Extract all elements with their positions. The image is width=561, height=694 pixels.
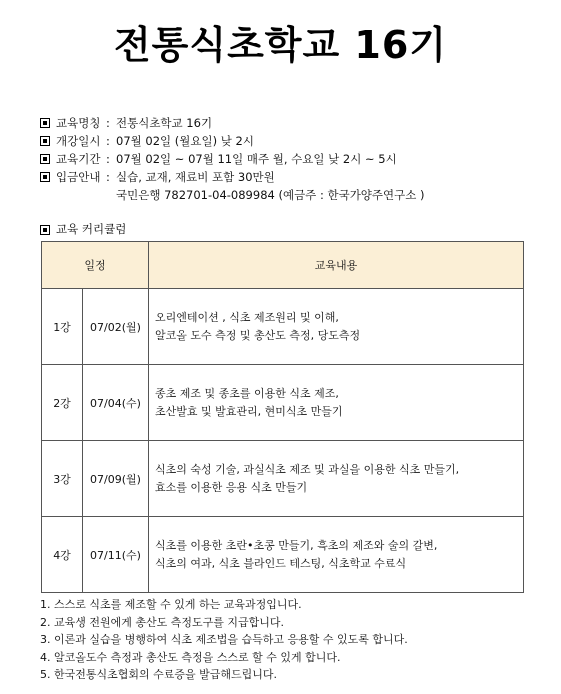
lesson-date: 07/04(수) <box>83 365 149 441</box>
lesson-content-line: 효소를 이용한 응용 식초 만들기 <box>155 480 308 494</box>
info-colon: : <box>106 134 110 148</box>
lesson-number: 2강 <box>42 365 83 441</box>
info-value: 실습, 교재, 재료비 포함 30만원 <box>116 170 275 184</box>
lesson-content-line: 알코올 도수 측정 및 총산도 측정, 당도측정 <box>155 328 361 342</box>
info-value: 07월 02일 ~ 07월 11일 매주 월, 수요일 낮 2시 ~ 5시 <box>116 152 397 166</box>
curriculum-heading <box>40 221 126 237</box>
lesson-content <box>149 289 524 365</box>
lesson-content-line: 종초 제조 및 종초를 이용한 식초 제조, <box>155 386 339 400</box>
info-section <box>40 114 425 204</box>
lesson-content-line: 초산발효 및 발효관리, 현미식초 만들기 <box>155 404 343 418</box>
lesson-number: 1강 <box>42 289 83 365</box>
info-value: 전통식초학교 16기 <box>116 116 213 130</box>
lesson-content <box>149 365 524 441</box>
info-label: 입금안내 <box>56 170 101 184</box>
square-bullet-icon <box>40 154 50 164</box>
lesson-content-line: 식초의 숙성 기술, 과실식초 제조 및 과실을 이용한 식초 만들기, <box>155 462 460 476</box>
info-row-course-name <box>40 114 425 132</box>
square-bullet-icon <box>40 118 50 128</box>
page-title: 전통식초학교 16기 <box>113 23 448 67</box>
note-item: 1. 스스로 식초를 제조할 수 있게 하는 교육과정입니다. <box>40 598 302 611</box>
info-label: 교육기간 <box>56 152 101 166</box>
square-bullet-icon <box>40 225 50 235</box>
note-item: 2. 교육생 전원에게 총산도 측정도구를 지급합니다. <box>40 615 284 629</box>
note-item: 4. 알코올도수 측정과 총산도 측정을 스스로 할 수 있게 합니다. <box>40 650 341 664</box>
header-schedule: 일정 <box>42 242 149 289</box>
lesson-content-line: 식초의 여과, 식초 블라인드 테스팅, 식초학교 수료식 <box>155 556 407 570</box>
table-header-row <box>42 242 524 289</box>
curriculum-table <box>41 241 524 593</box>
lesson-content-line: 오리엔테이션 , 식초 제조원리 및 이해, <box>155 310 339 324</box>
info-label: 교육명칭 <box>56 116 101 130</box>
note-item: 3. 이론과 실습을 병행하여 식초 제조법을 습득하고 응용할 수 있도록 합니다. <box>40 633 408 646</box>
note-item: 5. 한국전통식초협회의 수료증을 발급해드립니다. <box>40 668 277 681</box>
info-row-start-date <box>40 132 425 150</box>
info-colon: : <box>106 170 110 184</box>
lesson-content <box>149 441 524 517</box>
header-content: 교육내용 <box>149 242 524 289</box>
info-row-payment <box>40 168 425 186</box>
lesson-date: 07/11(수) <box>83 517 149 593</box>
table-row <box>42 289 524 365</box>
bank-account-line: 국민은행 782701-04-089984 (예금주 : 한국가양주연구소 ) <box>116 188 425 202</box>
info-label: 개강일시 <box>56 134 101 148</box>
lesson-number: 3강 <box>42 441 83 517</box>
lesson-content <box>149 517 524 593</box>
square-bullet-icon <box>40 136 50 146</box>
lesson-date: 07/02(월) <box>83 289 149 365</box>
table-row <box>42 441 524 517</box>
lesson-date: 07/09(월) <box>83 441 149 517</box>
table-row <box>42 517 524 593</box>
table-row <box>42 365 524 441</box>
notes-list <box>40 596 408 684</box>
square-bullet-icon <box>40 172 50 182</box>
info-colon: : <box>106 116 110 130</box>
info-colon: : <box>106 152 110 166</box>
curriculum-heading-text: 교육 커리큘럼 <box>56 222 127 236</box>
lesson-content-line: 식초를 이용한 초란•초콩 만들기, 흑초의 제조와 술의 갈변, <box>155 538 438 552</box>
info-value: 07월 02일 (월요일) 낮 2시 <box>116 134 254 148</box>
info-row-period <box>40 150 425 168</box>
lesson-number: 4강 <box>42 517 83 593</box>
